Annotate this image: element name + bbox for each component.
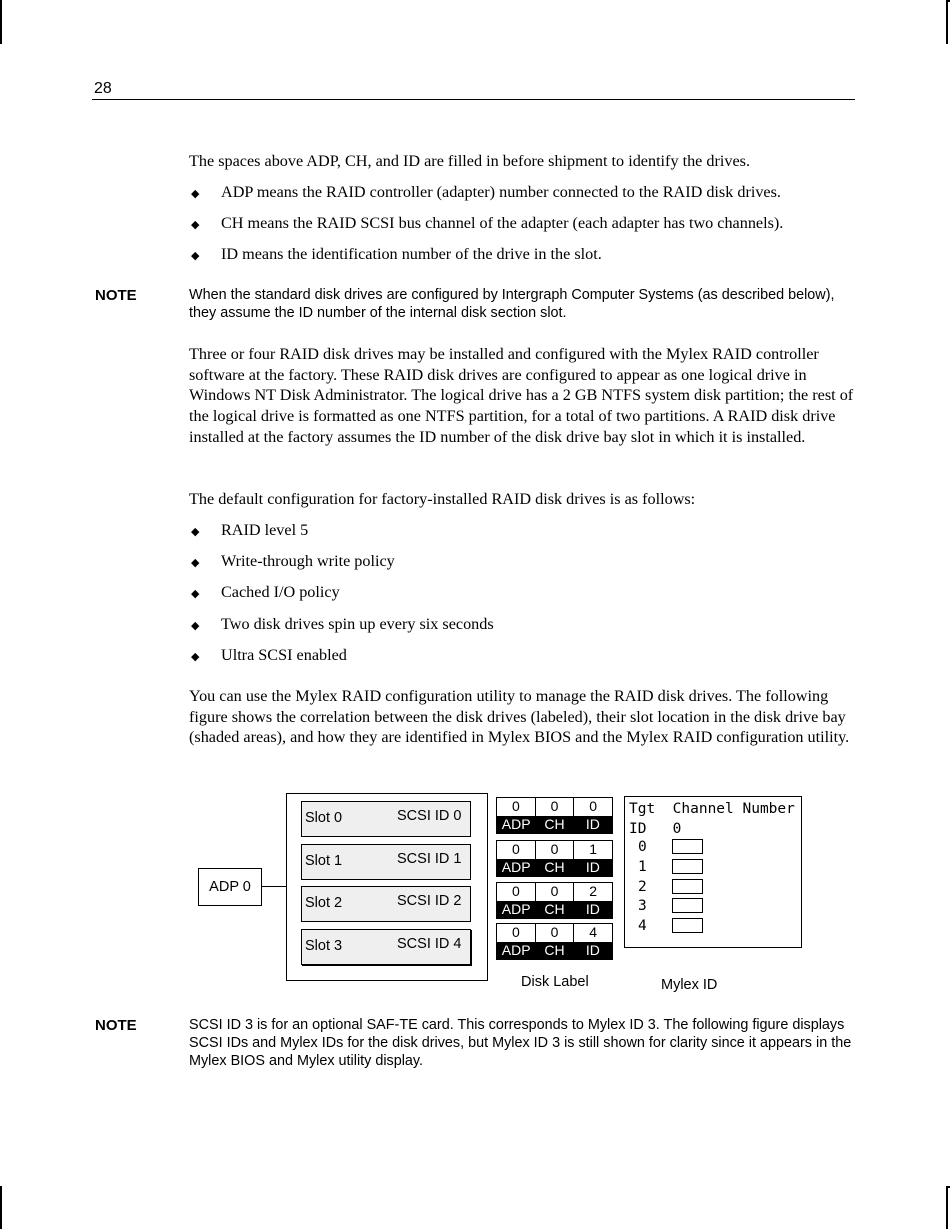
label-ch-value: 0 <box>536 924 575 942</box>
slot-scsi-id: SCSI ID 0 <box>397 808 462 824</box>
raid-paragraph: Three or four RAID disk drives may be installed and configured with the Mylex RAID controller software at the factory. These RAID disk drives are configured to appear as one logical drive in Windows NT Disk Administrator. The logical drive has a 2 GB NTFS system disk partition; the rest of the logical drive is formatted as one NTFS partition, for a total of two partitions. A RAID disk drive installed at the factory assumes the ID number of the disk drive bay slot in which it is installed. <box>189 345 854 446</box>
mylex-target-id: 2 <box>638 879 647 895</box>
mylex-id-display <box>624 796 802 948</box>
list-item: ◆ Two disk drives spin up every six seconds <box>189 614 859 645</box>
label-adp-value: 0 <box>497 924 536 942</box>
crop-mark-bottom-right <box>946 1186 948 1229</box>
label-id-header: ID <box>585 816 600 832</box>
mylex-id-caption: Mylex ID <box>661 977 718 993</box>
diamond-bullet-icon: ◆ <box>191 557 200 570</box>
diamond-bullet-icon: ◆ <box>191 588 200 601</box>
drive-slot <box>301 801 471 837</box>
mylex-subheader-row: ID 0 <box>629 821 682 837</box>
adapter-box: ADP 0 <box>198 868 262 906</box>
disk-label <box>496 923 613 960</box>
list-item: ◆ Cached I/O policy <box>189 582 859 613</box>
label-ch-value: 0 <box>536 798 575 816</box>
list-item: ◆ RAID level 5 <box>189 520 859 551</box>
diamond-bullet-icon: ◆ <box>191 650 200 663</box>
mylex-target-id: 0 <box>638 839 647 855</box>
header-rule <box>92 99 855 100</box>
diamond-bullet-icon: ◆ <box>191 250 200 263</box>
label-ch-header: CH <box>544 816 565 832</box>
slot-name: Slot 3 <box>305 938 343 954</box>
label-adp-header: ADP <box>501 901 531 917</box>
crop-mark-top-left <box>0 0 2 44</box>
mylex-target-id: 1 <box>638 859 647 875</box>
mylex-header-row: Tgt Channel Number <box>629 801 795 817</box>
mylex-target-id: 4 <box>638 918 647 934</box>
note-text: SCSI ID 3 is for an optional SAF-TE card. This corresponds to Mylex ID 3. The following figure displays SCSI IDs and Mylex IDs for the disk drives, but Mylex ID 3 is still shown for clarity since it appears in the Mylex BIOS and Mylex utility display. <box>189 1017 852 1070</box>
label-id-header: ID <box>585 942 600 958</box>
label-ch-header: CH <box>544 901 565 917</box>
label-id-header: ID <box>585 859 600 875</box>
mylex-channel-cell <box>672 859 703 874</box>
label-id-value: 4 <box>589 924 598 940</box>
intro-paragraph: The spaces above ADP, CH, and ID are filled in before shipment to identify the drives. <box>189 152 751 170</box>
list-item: ◆ ID means the identification number of the drive in the slot. <box>189 244 859 275</box>
note-text: When the standard disk drives are configured by Intergraph Computer Systems (as described below), they assume the ID number of the internal disk section slot. <box>189 287 835 322</box>
list-item: ◆ Ultra SCSI enabled <box>189 645 859 676</box>
config-bullet-list <box>189 520 859 676</box>
drive-slot <box>301 886 471 922</box>
crop-mark-top-right-h <box>946 0 950 2</box>
mylex-channel-cell <box>672 839 703 854</box>
drive-slot <box>301 929 471 965</box>
mylex-channel-cell <box>672 918 703 933</box>
adapter-connector-line <box>262 886 286 887</box>
page-number: 28 <box>94 80 112 97</box>
disk-label <box>496 797 613 834</box>
utility-paragraph: You can use the Mylex RAID configuration utility to manage the RAID disk drives. The following figure shows the correlation between the disk drives (labeled), their slot location in the disk drive bay (shaded areas), and how they are identified in Mylex BIOS and the Mylex RAID configuration utility. <box>189 687 850 747</box>
disk-label <box>496 840 613 877</box>
diamond-bullet-icon: ◆ <box>191 219 200 232</box>
mylex-channel-cell <box>672 879 703 894</box>
disk-label-caption: Disk Label <box>521 974 589 990</box>
diamond-bullet-icon: ◆ <box>191 188 200 200</box>
label-ch-value: 0 <box>536 883 575 901</box>
crop-mark-top-right <box>946 0 948 44</box>
default-config-paragraph: The default configuration for factory-installed RAID disk drives is as follows: <box>189 490 696 508</box>
disk-label <box>496 882 613 919</box>
note-label: NOTE <box>95 287 137 304</box>
slot-name: Slot 0 <box>305 810 343 826</box>
list-item: ◆ Write-through write policy <box>189 551 859 582</box>
mylex-channel-cell <box>672 898 703 913</box>
slot-name: Slot 1 <box>305 853 343 869</box>
diamond-bullet-icon: ◆ <box>191 526 200 538</box>
label-ch-header: CH <box>544 859 565 875</box>
label-adp-value: 0 <box>497 841 536 859</box>
label-id-value: 0 <box>589 798 598 814</box>
label-bullet-list <box>189 182 859 276</box>
list-item: ◆ CH means the RAID SCSI bus channel of the adapter (each adapter has two channels). <box>189 213 859 244</box>
slot-name: Slot 2 <box>305 895 343 911</box>
label-id-header: ID <box>585 901 600 917</box>
drive-slot <box>301 844 471 880</box>
label-id-value: 2 <box>589 883 598 899</box>
crop-mark-bottom-left <box>0 1186 2 1229</box>
label-adp-header: ADP <box>501 816 531 832</box>
label-ch-header: CH <box>544 942 565 958</box>
list-item: ◆ ADP means the RAID controller (adapter) number connected to the RAID disk drives. <box>189 182 859 213</box>
slot-scsi-id: SCSI ID 1 <box>397 851 462 867</box>
crop-mark-bottom-right-h <box>946 1186 950 1188</box>
label-adp-value: 0 <box>497 883 536 901</box>
label-adp-header: ADP <box>501 942 531 958</box>
slot-scsi-id: SCSI ID 4 <box>397 936 462 952</box>
label-adp-value: 0 <box>497 798 536 816</box>
slot-scsi-id: SCSI ID 2 <box>397 893 462 909</box>
label-adp-header: ADP <box>501 859 531 875</box>
label-ch-value: 0 <box>536 841 575 859</box>
mylex-target-id: 3 <box>638 898 647 914</box>
label-id-value: 1 <box>589 841 598 857</box>
diamond-bullet-icon: ◆ <box>191 619 200 632</box>
note-label: NOTE <box>95 1017 137 1034</box>
